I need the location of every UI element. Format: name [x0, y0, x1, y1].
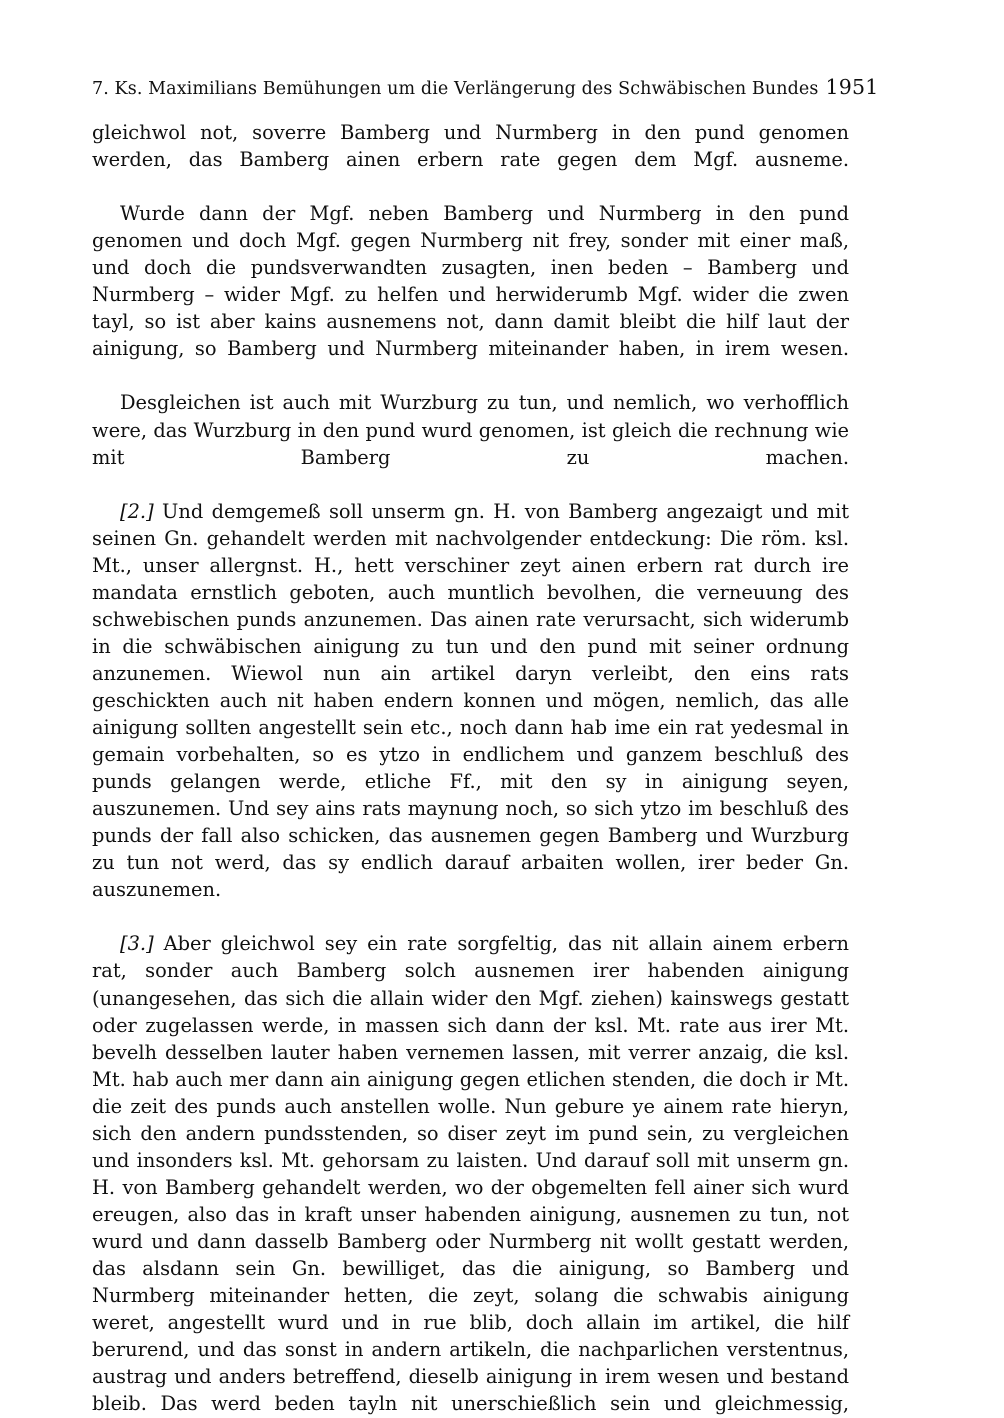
paragraph-text: Und demgemeß soll unserm gn. H. von Bamberg angezaigt und mit seinen Gn. gehandelt werden mit nachvolgender entdeckung: Die röm. ksl. Mt., unser allergnst. H., hett verschiner zeyt ainen erbern rat durch ire mandata ernstlich geboten, auch muntlich bevolhen, die verneuung des schwebischen punds anzunemen. Das ainen rate verursacht, sich widerumb in die schwäbischen ainigung zu tun und den pund mit seiner ordnung anzunemen. Wiewol nun ain artikel daryn verleibt, den eins rats geschickten auch nit haben endern konnen und mögen, nemlich, das alle ainigung sollten angestellt sein etc., noch dann hab ime ein rat yedesmal in gemain vorbehalten, so es ytzo in endlichem und ganzem beschluß des punds gelangen werde, etliche Ff., mit den sy in ainigung seyen, auszunemen. Und sey ains rats maynung noch, so sich ytzo im beschluß des punds der fall also schicken, das ausnemen gegen Bamberg und Wurzburg zu tun not werd, das sy endlich darauf arbaiten wollen, irer beder Gn. auszunemen. [92, 499, 849, 902]
section-marker-2: [2.] [120, 499, 154, 523]
page-folio-number: 1951 [825, 75, 879, 99]
paragraph-continuation [92, 119, 849, 200]
paragraph [92, 200, 849, 389]
paragraph-text: Desgleichen ist auch mit Wurzburg zu tun, und nemlich, wo verhofflich were, das Wurzburg in den pund wurd genomen, ist gleich die rechnung wie mit Bamberg zu machen. [92, 391, 849, 469]
paragraph-text: Wurde dann der Mgf. neben Bamberg und Nurmberg in den pund genomen und doch Mgf. gegen Nurmberg nit frey, sonder mit einer maß, und doch die pundsverwandten zusagten, inen beden – Bamberg und Nurmberg – wider Mgf. zu helfen und herwiderumb Mgf. wider die zwen tayl, so ist aber kains ausnemens not, dann damit bleibt die hilf laut der ainigung, so Bamberg und Nurmberg miteinander haben, in irem wesen. [92, 202, 849, 361]
paragraph-section-3 [92, 930, 849, 1418]
paragraph [92, 389, 849, 497]
paragraph-section-2 [92, 498, 849, 931]
running-head-title: 7. Ks. Maximilians Bemühungen um die Verlängerung des Schwäbischen Bundes [92, 79, 819, 99]
section-marker-3: [3.] [120, 932, 154, 956]
body-text-block [92, 119, 849, 1418]
paragraph-text: Aber gleichwol sey ein rate sorgfeltig, das nit allain ainem erbern rat, sonder auch Bamberg solch ausnemen irer habenden ainigung (unangesehen, das sich die allain wider den Mgf. ziehen) kainswegs gestatt oder zugelassen werde, in massen sich dann der ksl. Mt. rate aus irer Mt. bevelh desselben lauter haben vernemen lassen, mit verrer anzaig, die ksl. Mt. hab auch mer dann ain ainigung gegen etlichen stenden, die doch ir Mt. die zeit des punds auch anstellen wolle. Nun gebure ye ainem rate hieryn, sich den andern pundsstenden, so diser zeyt im pund sein, zu vergleichen und insonders ksl. Mt. gehorsam zu laisten. Und darauf soll mit unserm gn. H. von Bamberg gehandelt werden, wo der obgemelten fell ainer sich wurd ereugen, also das in kraft unser habenden ainigung, ausnemen zu tun, not wurd und dann dasselb Bamberg oder Nurmberg nit wollt gestatt werden, das alsdann sein Gn. bewilliget, das die ainigung, so Bamberg und Nurmberg miteinander hetten, die zeyt, solang die schwabis ainigung weret, angestellt wurd und in rue blib, doch allain im artikel, die hilf berurend, und das sonst in andern artikeln, die nachparlichen verstentnus, austrag und anders betreffend, dieselb ainigung in irem wesen und bestand bleib. Das werd beden tayln nit unerschießlich sein und gleichmessig, [92, 932, 849, 1416]
running-head [92, 74, 879, 102]
paragraph-text: gleichwol not, soverre Bamberg und Nurmberg in den pund genomen werden, das Bamberg ainen erbern rate gegen dem Mgf. ausneme. [92, 121, 849, 172]
